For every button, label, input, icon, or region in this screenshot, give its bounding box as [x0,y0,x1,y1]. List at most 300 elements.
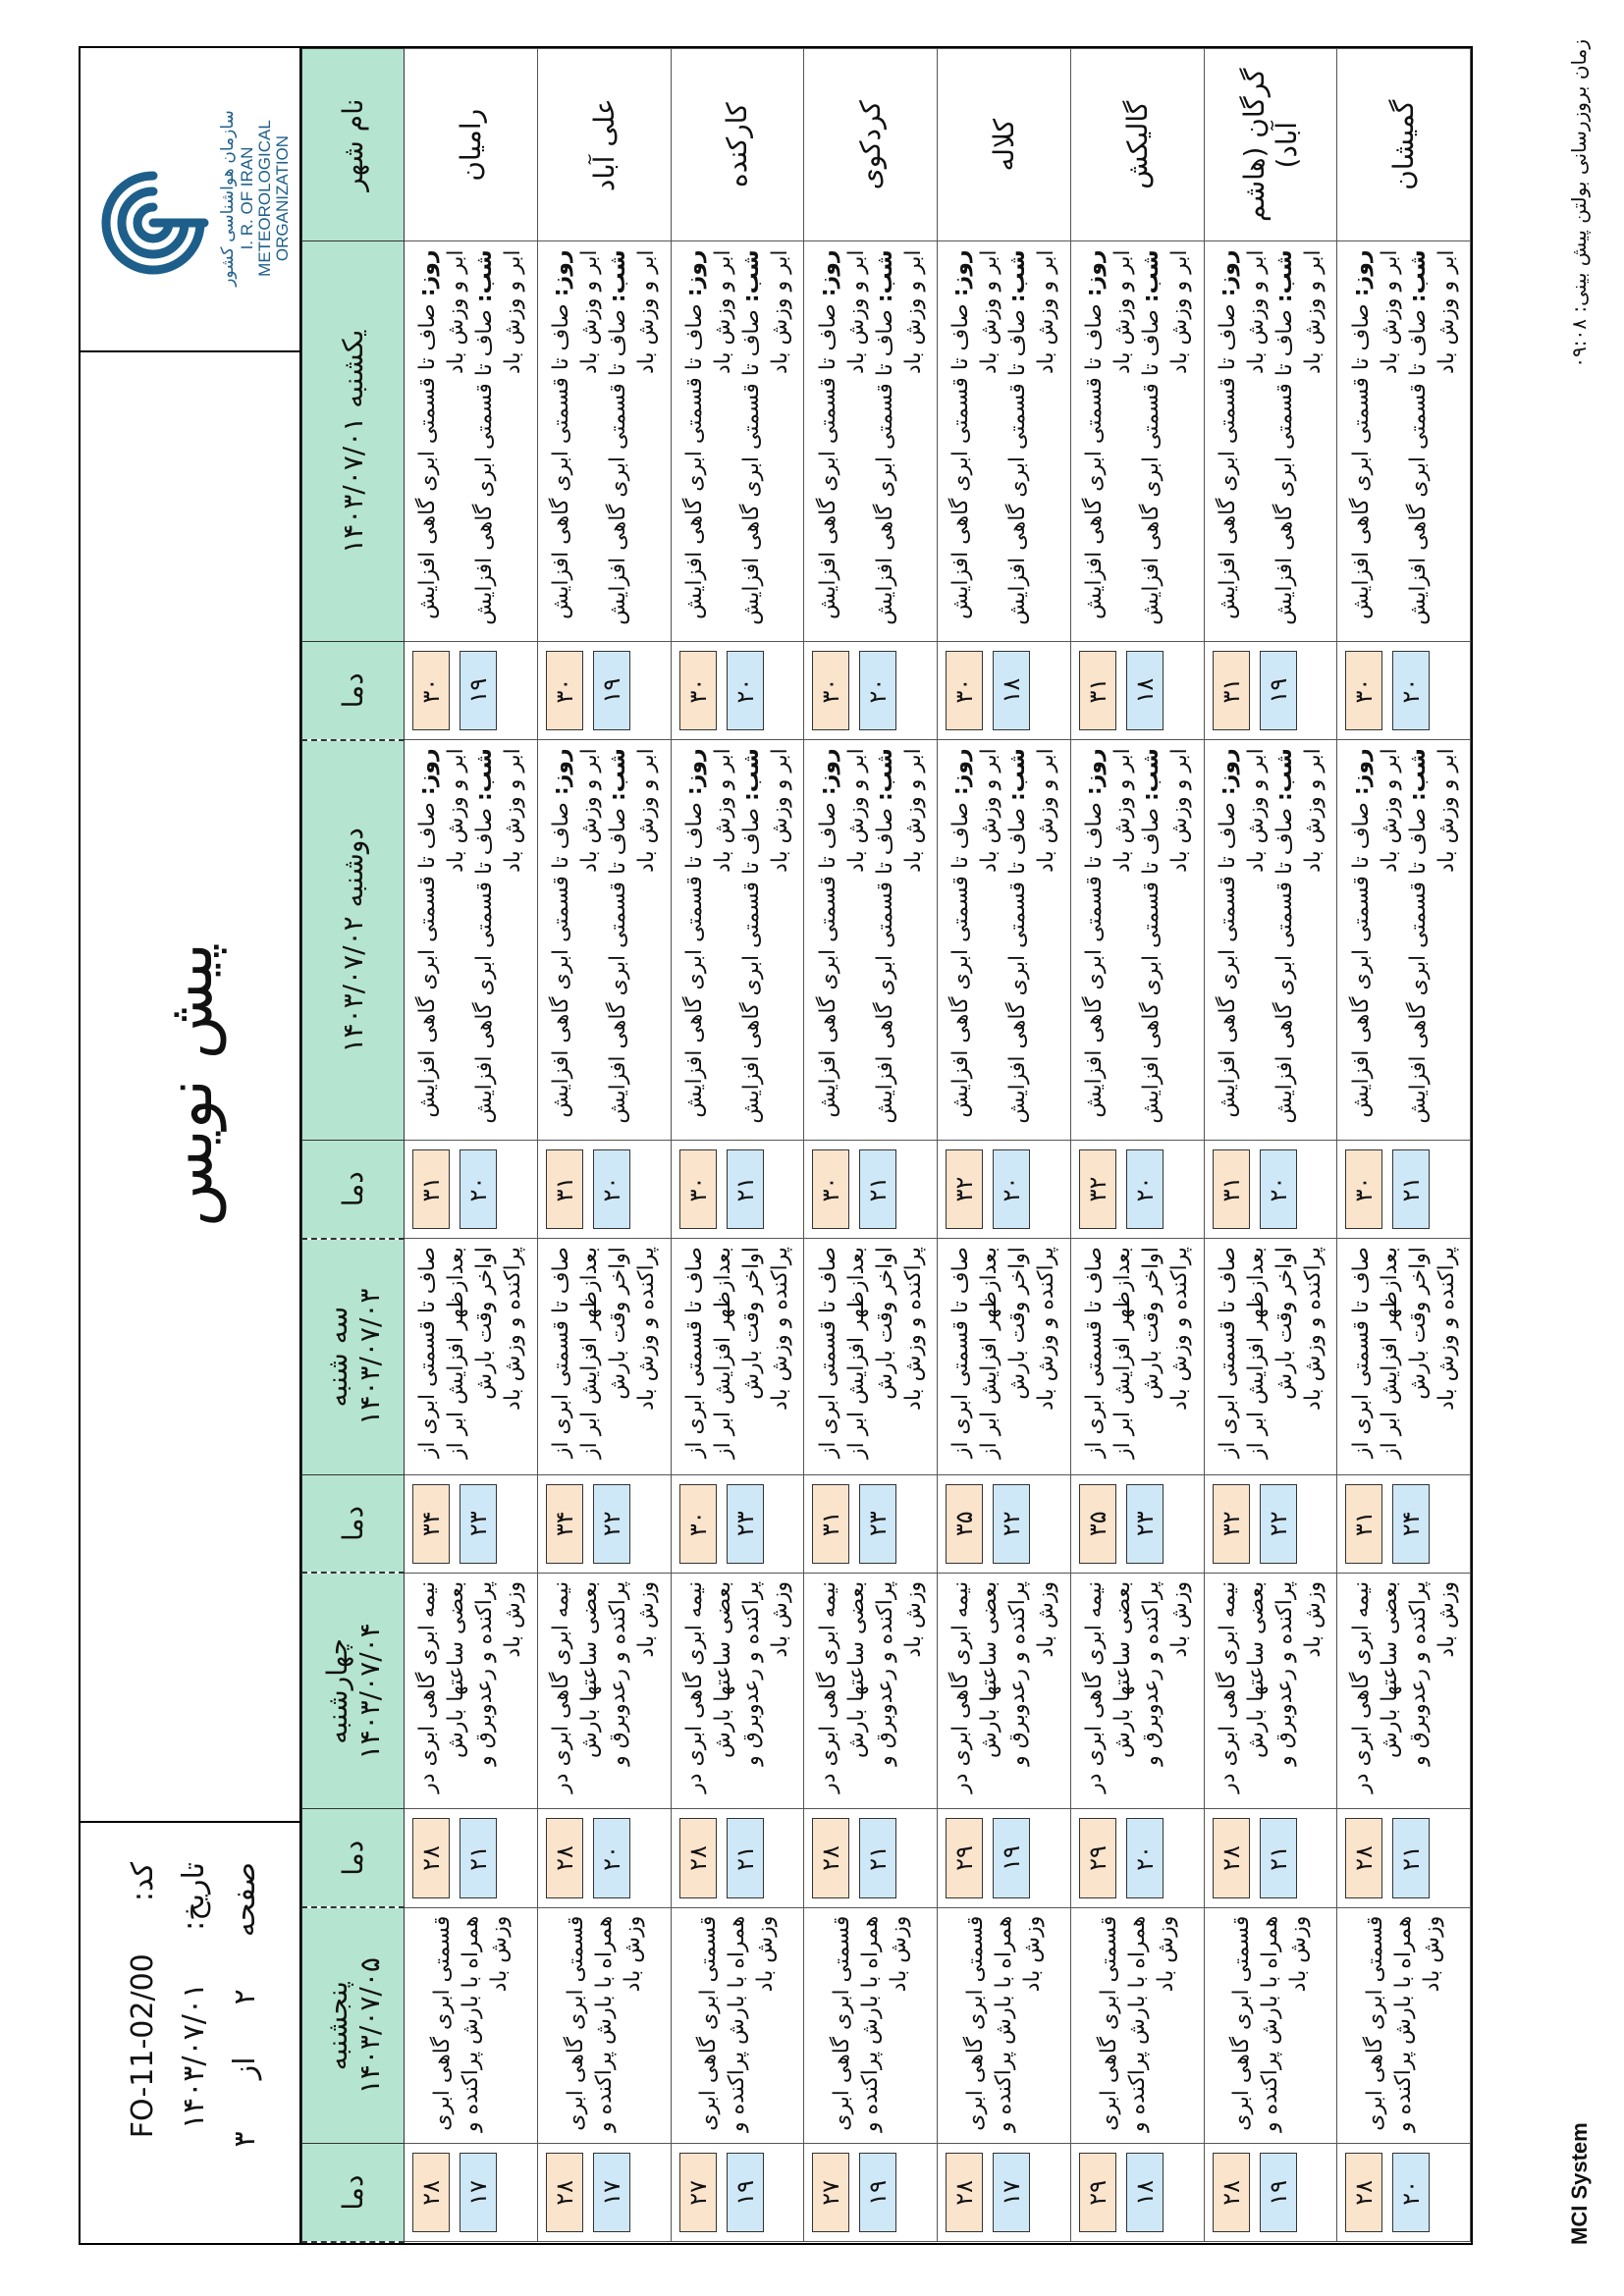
day-forecast-text: صاف تا قسمتی ابری گاهی افزایش ابر و وزش باد [1348,249,1402,619]
day-label: روز: [1348,249,1374,297]
max-temperature: ۲۸ [1213,1818,1250,1897]
column-header-temp: دما [302,1809,405,1907]
forecast-description [1070,1573,1204,1809]
min-temperature: ۱۹ [1260,2153,1297,2232]
temperature-cell [537,642,671,740]
night-forecast-text: صاف تا قسمتی ابری گاهی افزایش ابر و وزش باد [1272,748,1326,1124]
day-forecast [1080,249,1137,633]
day-forecast-text: صاف تا قسمتی ابری گاهی افزایش ابر و وزش باد [1082,249,1136,619]
night-label: شب: [1139,748,1164,801]
min-temperature: ۲۱ [859,1818,896,1897]
min-temperature: ۲۰ [1126,1818,1164,1897]
forecast-text: صاف تا قسمتی ابری از بعدازظهر افزایش ابر از اواخر وقت بارش پراکنده و وزش باد [681,1247,792,1460]
max-temperature: ۳۰ [546,651,583,730]
day-forecast-text: صاف تا قسمتی ابری گاهی افزایش ابر و وزش باد [681,249,735,619]
column-header-city: نام شهر [302,49,405,241]
min-temperature: ۲۰ [727,651,764,730]
forecast-text: صاف تا قسمتی ابری از بعدازظهر افزایش ابر از اواخر وقت بارش پراکنده و وزش باد [1348,1247,1459,1460]
table-row [671,49,804,2243]
code-label: کد: [126,1862,160,1902]
forecast-description [1337,1239,1471,1475]
max-temperature: ۳۰ [679,651,717,730]
max-temperature: ۲۸ [1345,1818,1382,1897]
night-label: شب: [606,249,631,303]
table-header-row [302,49,405,2243]
day-forecast-text: صاف تا قسمتی ابری گاهی افزایش ابر و وزش باد [549,249,603,619]
max-temperature: ۳۰ [812,1149,849,1229]
night-forecast [1137,249,1194,633]
temperature-cell [1204,1474,1337,1573]
forecast-description [537,1573,671,1809]
night-forecast-text: صاف تا قسمتی ابری گاهی افزایش ابر و وزش باد [872,249,926,625]
temperature-cell [1337,1474,1471,1573]
forecast-description [1337,1573,1471,1809]
column-header-day: سه شنبه ۱۴۰۳/۰۷/۰۳ [302,1239,405,1475]
temperature-cell [405,1474,538,1573]
max-temperature: ۳۰ [1345,651,1382,730]
max-temperature: ۲۸ [1213,2153,1250,2232]
max-temperature: ۳۲ [946,1149,983,1229]
temperature-cell [1204,1140,1337,1238]
forecast-text: صاف تا قسمتی ابری از بعدازظهر افزایش ابر از اواخر وقت بارش پراکنده و وزش باد [1215,1247,1326,1460]
temperature-cell [938,2144,1071,2242]
table-row [1070,49,1204,2243]
table-row [804,49,938,2243]
forecast-text: قسمتی ابری گاهی ابری همراه با بارش پراکنده و وزش باد [429,1915,512,2132]
forecast-text: قسمتی ابری گاهی ابری همراه با بارش پراکنده و وزش باد [962,1915,1045,2132]
temperature-cell [1337,1140,1471,1238]
day-forecast [680,748,737,1132]
max-temperature: ۲۷ [812,2153,849,2232]
day-label: روز: [815,249,840,297]
min-temperature: ۲۰ [1392,651,1430,730]
day-forecast-text: صاف تا قسمتی ابری گاهی افزایش ابر و وزش باد [948,748,1002,1118]
table-row [938,49,1071,2243]
max-temperature: ۳۲ [1213,1484,1250,1564]
logo-text-fa: سازمان هواشناسی کشور [218,110,237,287]
max-temperature: ۳۰ [412,651,450,730]
night-label: شب: [472,249,498,303]
day-forecast-text: صاف تا قسمتی ابری گاهی افزایش ابر و وزش باد [948,249,1002,619]
night-forecast [1271,748,1327,1132]
day-forecast-text: صاف تا قسمتی ابری گاهی افزایش ابر و وزش باد [815,748,869,1118]
forecast-description [1204,1907,1337,2144]
day-forecast [547,748,604,1132]
day-label: روز: [1082,249,1108,297]
forecast-description [938,1573,1071,1809]
city-name: گمیشان [1337,49,1471,241]
forecast-text: صاف تا قسمتی ابری از بعدازظهر افزایش ابر از اواخر وقت بارش پراکنده و وزش باد [415,1247,526,1460]
night-forecast-text: صاف تا قسمتی ابری گاهی افزایش ابر و وزش باد [738,249,792,625]
max-temperature: ۳۴ [412,1484,450,1564]
max-temperature: ۲۸ [546,1818,583,1897]
min-temperature: ۲۰ [859,651,896,730]
night-label: شب: [1139,249,1164,303]
max-temperature: ۳۱ [1079,651,1116,730]
day-label: روز: [681,249,707,297]
forecast-description [938,1907,1071,2144]
forecast-description [537,241,671,642]
min-temperature: ۱۸ [1126,2153,1164,2232]
page-of: از [228,2056,262,2080]
forecast-table [301,48,1471,2243]
night-forecast-text: صاف تا قسمتی ابری گاهی افزایش ابر و وزش باد [1139,748,1193,1124]
document-code-block [81,1821,299,2243]
night-label: شب: [1272,249,1297,303]
max-temperature: ۳۱ [1213,1149,1250,1229]
min-temperature: ۲۰ [993,1149,1030,1229]
forecast-text: صاف تا قسمتی ابری از بعدازظهر افزایش ابر از اواخر وقت بارش پراکنده و وزش باد [815,1247,926,1460]
temperature-cell [671,1140,804,1238]
forecast-description [405,241,538,642]
night-forecast [604,748,661,1132]
city-name: کارکنده [671,49,804,241]
forecast-description [1070,1907,1204,2144]
max-temperature: ۳۱ [412,1149,450,1229]
night-forecast [1404,748,1461,1132]
min-temperature: ۱۹ [593,651,630,730]
forecast-grid [301,48,1471,2243]
max-temperature: ۳۱ [546,1149,583,1229]
day-forecast-text: صاف تا قسمتی ابری گاهی افزایش ابر و وزش باد [415,249,469,619]
max-temperature: ۳۰ [679,1149,717,1229]
day-label: روز: [415,748,441,796]
max-temperature: ۳۰ [812,651,849,730]
footer-system-name: MCI System [1567,2122,1592,2245]
temperature-cell [804,1474,938,1573]
day-label: روز: [549,748,574,796]
forecast-description [537,740,671,1141]
min-temperature: ۲۲ [993,1484,1030,1564]
day-forecast-text: صاف تا قسمتی ابری گاهی افزایش ابر و وزش باد [1348,748,1402,1118]
forecast-description [804,241,938,642]
max-temperature: ۲۸ [412,2153,450,2232]
night-forecast-text: صاف تا قسمتی ابری گاهی افزایش ابر و وزش باد [1405,249,1459,625]
temperature-cell [1070,1474,1204,1573]
night-label: شب: [738,748,764,801]
temperature-cell [671,1474,804,1573]
day-forecast-text: صاف تا قسمتی ابری گاهی افزایش ابر و وزش باد [549,748,603,1118]
day-label: روز: [948,748,974,796]
night-forecast [1003,748,1060,1132]
forecast-description [537,1907,671,2144]
night-label: شب: [606,748,631,801]
column-header-temp: دما [302,1474,405,1573]
min-temperature: ۲۳ [1126,1484,1164,1564]
day-label: روز: [948,249,974,297]
forecast-text: قسمتی ابری گاهی ابری همراه با بارش پراکنده و وزش باد [1096,1915,1178,2132]
min-temperature: ۱۷ [593,2153,630,2232]
temperature-cell [405,1140,538,1238]
temperature-cell [1204,1809,1337,1907]
forecast-text: نیمه ابری گاهی ابری در بعضی ساعتها بارش پراکنده و رعدوبرق و وزش باد [948,1580,1059,1793]
day-label: روز: [415,249,441,297]
page-current: ۲ [228,1989,262,2005]
max-temperature: ۳۴ [546,1484,583,1564]
night-label: شب: [1272,748,1297,801]
night-forecast [604,249,661,633]
city-name: علی آباد [537,49,671,241]
min-temperature: ۲۰ [1260,1149,1297,1229]
temperature-cell [1337,1809,1471,1907]
max-temperature: ۲۹ [1079,2153,1116,2232]
forecast-text: نیمه ابری گاهی ابری در بعضی ساعتها بارش پراکنده و رعدوبرق و وزش باد [681,1580,792,1793]
forecast-description [671,740,804,1141]
temperature-cell [537,1474,671,1573]
temperature-cell [804,642,938,740]
max-temperature: ۲۸ [679,1818,717,1897]
forecast-description [804,1907,938,2144]
table-row [405,49,538,2243]
forecast-description [804,1573,938,1809]
min-temperature: ۲۳ [460,1484,497,1564]
forecast-description [1337,1907,1471,2144]
code-value: FO-11-02/00 [126,1953,160,2139]
night-label: شب: [1405,748,1431,801]
night-forecast [470,249,527,633]
max-temperature: ۳۰ [1345,1149,1382,1229]
max-temperature: ۲۸ [812,1818,849,1897]
forecast-text: نیمه ابری گاهی ابری در بعضی ساعتها بارش پراکنده و رعدوبرق و وزش باد [1215,1580,1326,1793]
night-label: شب: [472,748,498,801]
forecast-text: نیمه ابری گاهی ابری در بعضی ساعتها بارش پراکنده و رعدوبرق و وزش باد [549,1580,660,1793]
footer-update-time: زمان بروزرسانی بولتن پیش بینی: ۰۹:۰۸ [1567,39,1591,368]
min-temperature: ۲۰ [593,1818,630,1897]
temperature-cell [938,1140,1071,1238]
temperature-cell [938,1474,1071,1573]
night-label: شب: [872,249,897,303]
min-temperature: ۱۸ [1126,651,1164,730]
temperature-cell [938,642,1071,740]
forecast-description [405,740,538,1141]
night-forecast [871,748,928,1132]
day-forecast-text: صاف تا قسمتی ابری گاهی افزایش ابر و وزش باد [1215,249,1269,619]
min-temperature: ۲۲ [1260,1484,1297,1564]
day-forecast [947,249,1003,633]
min-temperature: ۲۲ [593,1484,630,1564]
forecast-description [1204,241,1337,642]
city-name: کلاله [938,49,1071,241]
column-header-temp: دما [302,2144,405,2242]
temperature-cell [1337,2144,1471,2242]
min-temperature: ۱۹ [859,2153,896,2232]
column-header-temp: دما [302,642,405,740]
date-value: ۱۴۰۳/۰۷/۰۱ [177,1982,211,2130]
night-forecast-text: صاف تا قسمتی ابری گاهی افزایش ابر و وزش باد [606,249,660,625]
day-label: روز: [549,249,574,297]
temperature-cell [537,2144,671,2242]
forecast-description [804,1239,938,1475]
forecast-description [537,1239,671,1475]
temperature-cell [537,1140,671,1238]
min-temperature: ۲۳ [859,1484,896,1564]
night-forecast [737,249,794,633]
forecast-text: قسمتی ابری گاهی ابری همراه با بارش پراکنده و وزش باد [1229,1915,1312,2132]
day-forecast [1214,748,1271,1132]
forecast-description [804,740,938,1141]
night-forecast [1003,249,1060,633]
night-forecast-text: صاف تا قسمتی ابری گاهی افزایش ابر و وزش باد [1405,748,1459,1124]
day-forecast [547,249,604,633]
forecast-description [1070,241,1204,642]
forecast-description [671,1573,804,1809]
night-forecast-text: صاف تا قسمتی ابری گاهی افزایش ابر و وزش باد [872,748,926,1124]
temperature-cell [1204,2144,1337,2242]
temperature-cell [671,2144,804,2242]
min-temperature: ۲۱ [859,1149,896,1229]
day-forecast [1214,249,1271,633]
night-label: شب: [1005,249,1031,303]
day-label: روز: [815,748,840,796]
temperature-cell [405,1809,538,1907]
temperature-cell [1070,1140,1204,1238]
forecast-sheet [79,46,1473,2245]
temperature-cell [804,2144,938,2242]
forecast-description [1204,1573,1337,1809]
forecast-description [405,1907,538,2144]
forecast-description [938,740,1071,1141]
temperature-cell [1204,642,1337,740]
forecast-text: نیمه ابری گاهی ابری در بعضی ساعتها بارش پراکنده و رعدوبرق و وزش باد [415,1580,526,1793]
max-temperature: ۳۵ [946,1484,983,1564]
max-temperature: ۲۸ [946,2153,983,2232]
night-forecast [1271,249,1327,633]
max-temperature: ۲۷ [679,2153,717,2232]
min-temperature: ۲۰ [1126,1149,1164,1229]
day-forecast [814,249,871,633]
city-name: رامیان [405,49,538,241]
forecast-text: قسمتی ابری گاهی ابری همراه با بارش پراکنده و وزش باد [563,1915,645,2132]
day-forecast [1080,748,1137,1132]
temperature-cell [671,1809,804,1907]
forecast-description [1204,740,1337,1141]
min-temperature: ۲۱ [1392,1818,1430,1897]
max-temperature: ۳۲ [1079,1149,1116,1229]
day-forecast [947,748,1003,1132]
temperature-cell [1337,642,1471,740]
night-forecast [737,748,794,1132]
night-label: شب: [1005,748,1031,801]
min-temperature: ۲۱ [1392,1149,1430,1229]
min-temperature: ۱۹ [727,2153,764,2232]
max-temperature: ۲۸ [546,2153,583,2232]
forecast-text: صاف تا قسمتی ابری از بعدازظهر افزایش ابر از اواخر وقت بارش پراکنده و وزش باد [549,1247,660,1460]
day-forecast [1347,748,1404,1132]
forecast-description [671,241,804,642]
forecast-description [1337,740,1471,1141]
night-forecast-text: صاف تا قسمتی ابری گاهی افزایش ابر و وزش باد [738,748,792,1124]
day-label: روز: [1082,748,1108,796]
forecast-description [938,1239,1071,1475]
night-forecast-text: صاف تا قسمتی ابری گاهی افزایش ابر و وزش باد [1005,748,1059,1124]
temperature-cell [1070,1809,1204,1907]
min-temperature: ۲۱ [1260,1818,1297,1897]
meteorological-organization-logo-icon [94,164,212,282]
day-forecast [680,249,737,633]
day-forecast [413,748,470,1132]
sheet-header [81,48,301,2243]
temperature-cell [938,1809,1071,1907]
forecast-description [671,1239,804,1475]
day-label: روز: [681,748,707,796]
date-label: تاریخ: [177,1862,211,1931]
city-name: کردکوی [804,49,938,241]
day-forecast [413,249,470,633]
day-label: روز: [1215,249,1240,297]
min-temperature: ۱۷ [993,2153,1030,2232]
code-line [118,1862,169,2204]
page-line [220,1862,271,2204]
max-temperature: ۳۰ [946,651,983,730]
forecast-description [1204,1239,1337,1475]
city-name: گالیکش [1070,49,1204,241]
min-temperature: ۲۱ [727,1149,764,1229]
forecast-description [1337,241,1471,642]
column-header-day: دوشنبه ۱۴۰۳/۰۷/۰۲ [302,740,405,1141]
min-temperature: ۱۹ [1260,651,1297,730]
night-forecast [871,249,928,633]
max-temperature: ۳۱ [1345,1484,1382,1564]
page-label: صفحه [228,1862,262,1938]
night-forecast-text: صاف تا قسمتی ابری گاهی افزایش ابر و وزش باد [472,748,526,1124]
min-temperature: ۱۷ [460,2153,497,2232]
temperature-cell [405,2144,538,2242]
table-row [1204,49,1337,2243]
max-temperature: ۳۵ [1079,1484,1116,1564]
min-temperature: ۲۱ [460,1818,497,1897]
temperature-cell [804,1140,938,1238]
max-temperature: ۲۸ [1345,2153,1382,2232]
forecast-text: قسمتی ابری گاهی ابری همراه با بارش پراکنده و وزش باد [1363,1915,1445,2132]
day-forecast-text: صاف تا قسمتی ابری گاهی افزایش ابر و وزش باد [415,748,469,1118]
forecast-description [938,241,1071,642]
day-label: روز: [1215,748,1240,796]
forecast-description [405,1239,538,1475]
min-temperature: ۱۹ [993,1818,1030,1897]
forecast-description [1070,1239,1204,1475]
forecast-text: قسمتی ابری گاهی ابری همراه با بارش پراکنده و وزش باد [696,1915,779,2132]
forecast-text: نیمه ابری گاهی ابری در بعضی ساعتها بارش پراکنده و رعدوبرق و وزش باد [1348,1580,1459,1793]
day-forecast [1347,249,1404,633]
date-line [169,1862,220,2204]
min-temperature: ۲۴ [1392,1484,1430,1564]
night-label: شب: [872,748,897,801]
night-label: شب: [738,249,764,303]
table-row [1337,49,1471,2243]
night-forecast [470,748,527,1132]
column-header-day: پنجشنبه ۱۴۰۳/۰۷/۰۵ [302,1907,405,2144]
max-temperature: ۲۸ [412,1818,450,1897]
temperature-cell [537,1809,671,1907]
page-title: پیش نویس [153,942,227,1227]
temperature-cell [804,1809,938,1907]
night-forecast-text: صاف تا قسمتی ابری گاهی افزایش ابر و وزش باد [1005,249,1059,625]
forecast-description [405,1573,538,1809]
table-row [537,49,671,2243]
forecast-description [671,1907,804,2144]
column-header-temp: دما [302,1140,405,1238]
max-temperature: ۲۹ [946,1818,983,1897]
day-forecast [814,748,871,1132]
min-temperature: ۲۰ [593,1149,630,1229]
min-temperature: ۱۹ [460,651,497,730]
min-temperature: ۱۸ [993,651,1030,730]
night-forecast-text: صاف تا قسمتی ابری گاهی افزایش ابر و وزش باد [606,748,660,1124]
temperature-cell [1070,2144,1204,2242]
forecast-description [1070,740,1204,1141]
city-name: گرگان (هاشم آباد) [1204,49,1337,241]
min-temperature: ۲۰ [460,1149,497,1229]
